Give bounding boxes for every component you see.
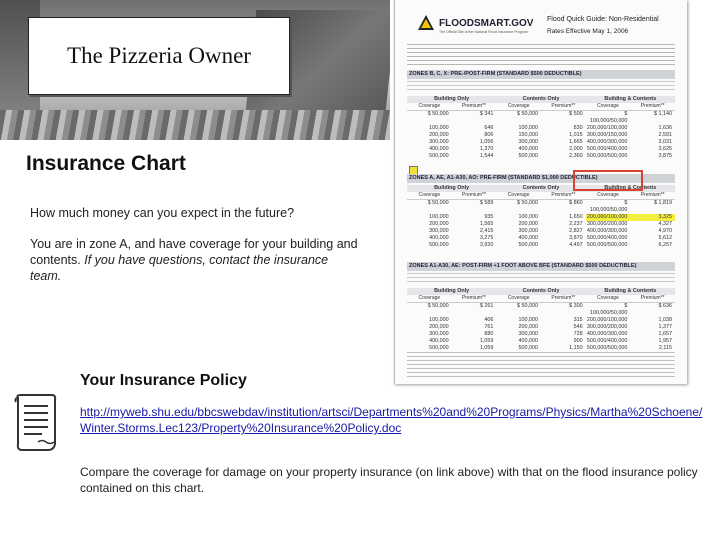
table-cell: $ 100,000/50,000: [589, 303, 628, 316]
table-cell: $ 50,000: [517, 111, 538, 117]
table-cell: 500,000: [518, 345, 538, 351]
table-cell: 3,275: [479, 235, 494, 241]
table-cell: 406: [484, 317, 494, 323]
table-column-header: Premium**: [630, 192, 675, 200]
policy-document-link[interactable]: http://myweb.shu.edu/bbcswebdav/institution/artsci/Departments%20and%20Programs/Physics/Martha%20Schoene/Winter.Storms.Lec123/Property%20Insurance%20Policy.doc: [80, 405, 703, 435]
table-cell: 3,325: [630, 214, 675, 221]
table-column-header: Premium**: [541, 192, 586, 200]
table-column-header: Premium**: [630, 103, 675, 111]
table-group-header: Building & Contents: [586, 288, 675, 295]
document-icon: [12, 392, 64, 454]
table-column-header: Coverage: [496, 295, 541, 303]
table-cell: 300,000: [518, 228, 538, 234]
table-cell: 1,038: [658, 317, 672, 323]
table-cell: 500,000/400,000: [586, 146, 628, 152]
table-cell: 300,000/200,000: [586, 324, 628, 330]
table-cell: 3,920: [479, 242, 494, 248]
photo-debris: [0, 110, 390, 140]
table-cell: 4,970: [658, 228, 672, 234]
table-column-header: Coverage: [496, 103, 541, 111]
title-box: [28, 17, 290, 95]
table-column-header: Coverage: [407, 192, 452, 200]
table-cell: 300,000: [429, 139, 449, 145]
table-group-header: Building Only: [407, 288, 496, 295]
table-cell: 100,000: [518, 214, 538, 220]
zone-bar-1: ZONES B, C, X: PRE-/POST-FIRM (STANDARD $500 DEDUCTIBLE): [407, 70, 675, 79]
table-cell: 1,636: [658, 125, 672, 131]
table-cell: 400,000: [518, 235, 538, 241]
table-cell: $ 100,000/50,000: [589, 200, 628, 213]
chart-heading: Insurance Chart: [26, 152, 186, 175]
table-cell: 2,591: [658, 132, 672, 138]
zone-bar-2: ZONES A, AE, A1-A30, AO: PRE-FIRM (STANDARD $1,000 DEDUCTIBLE): [407, 174, 675, 183]
table-cell: 1,059: [479, 338, 494, 344]
table-cell: 400,000/300,000: [586, 331, 628, 337]
table-column-header: Premium**: [452, 295, 497, 303]
table-cell: $ 341: [479, 111, 494, 117]
table-column-header: Coverage: [586, 192, 631, 200]
table-cell: $ 261: [479, 303, 494, 309]
table-cell: 646: [484, 125, 494, 131]
table-cell: 2,415: [479, 228, 494, 234]
table-cell: 100,000: [518, 125, 538, 131]
table-group-header: Building Only: [407, 185, 496, 192]
table-cell: 2,115: [658, 345, 672, 351]
table-column-header: Coverage: [586, 103, 631, 111]
table-cell: 150,000: [518, 132, 538, 138]
qg-rates-date: Rates Effective May 1, 2006: [547, 28, 629, 35]
table-cell: 880: [484, 331, 494, 337]
table-column-header: Premium**: [541, 295, 586, 303]
table-cell: $ 589: [479, 200, 494, 206]
table-cell: 200,000: [429, 221, 449, 227]
table-group-header: Building Only: [407, 96, 496, 103]
table-cell: $ 50,000: [427, 200, 449, 206]
table-cell: 1,957: [658, 338, 672, 344]
table-cell: 200,000/100,000: [586, 214, 631, 221]
table-cell: 2,827: [569, 228, 583, 234]
table-cell: 500,000: [518, 242, 538, 248]
table-cell: 4,497: [569, 242, 583, 248]
table-cell: 500,000: [429, 153, 449, 159]
table-cell: 300,000: [429, 228, 449, 234]
table-cell: 1,665: [569, 139, 583, 145]
table-cell: 300,000/200,000: [586, 221, 628, 227]
table-cell: 100,000: [429, 125, 449, 131]
table-cell: $ 636: [658, 303, 672, 309]
table-group-header: Building & Contents: [586, 96, 675, 103]
table-cell: 200,000: [518, 221, 538, 227]
table-cell: 1,370: [479, 146, 494, 152]
qg-intro-text: [407, 44, 675, 66]
question-text: How much money can you expect in the future?: [30, 206, 295, 220]
highlight-box: [573, 170, 643, 191]
table-cell: 2,360: [569, 153, 583, 159]
table-column-header: Premium**: [452, 103, 497, 111]
table-cell: $ 860: [569, 200, 583, 206]
table-cell: 1,377: [658, 324, 672, 330]
table-cell: 4,327: [658, 221, 672, 227]
compare-instruction: Compare the coverage for damage on your property insurance (on link above) with that on the flood insurance policy contained on this chart.: [80, 465, 698, 495]
rate-table-3: [407, 288, 675, 352]
table-cell: 830: [573, 125, 583, 131]
policy-heading: Your Insurance Policy: [80, 372, 247, 389]
table-cell: 806: [484, 132, 494, 138]
zone-bar-3: ZONES A1-A30, AE: POST-FIRM +1 FOOT ABOVE BFE (STANDARD $500 DEDUCTIBLE): [407, 262, 675, 271]
table-cell: 400,000: [429, 338, 449, 344]
table-column-header: Coverage: [407, 103, 452, 111]
table-cell: $ 1,140: [654, 111, 672, 117]
table-cell: 728: [573, 331, 583, 337]
table-cell: 1,650: [569, 214, 583, 220]
table-cell: $ 50,000: [517, 303, 538, 309]
table-cell: 400,000: [518, 338, 538, 344]
table-column-header: Coverage: [407, 295, 452, 303]
table-cell: 546: [573, 324, 583, 330]
table-cell: 200,000/100,000: [586, 317, 628, 323]
table-column-header: Premium**: [541, 103, 586, 111]
table-cell: 500,000/500,000: [586, 345, 628, 351]
table-cell: $ 1,819: [654, 200, 672, 206]
qg-brand: FLOODSMART.GOV: [439, 18, 534, 29]
zone-text-italic: If you have questions, contact the insurance team.: [30, 253, 329, 283]
table-cell: 300,000: [518, 139, 538, 145]
table-cell: 5,612: [658, 235, 672, 241]
table-cell: 500,000/500,000: [586, 242, 628, 248]
table-cell: 6,257: [658, 242, 672, 248]
table-cell: 1,059: [479, 345, 494, 351]
table-cell: 300,000/150,000: [586, 132, 628, 138]
table-cell: 500,000/400,000: [586, 235, 628, 241]
table-cell: 3,625: [658, 146, 672, 152]
flood-quick-guide-image: [394, 0, 687, 384]
qg-guide-title: Flood Quick Guide: Non-Residential: [547, 16, 659, 23]
table-cell: 500,000: [429, 345, 449, 351]
table-cell: 1,056: [479, 139, 494, 145]
table-cell: 200,000: [429, 324, 449, 330]
table-cell: 315: [573, 317, 583, 323]
table-cell: 1,565: [479, 221, 494, 227]
table-cell: $ 500: [569, 111, 583, 117]
table-cell: 1,150: [569, 345, 583, 351]
table-cell: 3,031: [658, 139, 672, 145]
table-cell: $ 50,000: [517, 200, 538, 206]
table-cell: 900: [573, 338, 583, 344]
table-cell: $ 50,000: [427, 303, 449, 309]
table-cell: 935: [484, 214, 494, 220]
table-cell: 761: [484, 324, 494, 330]
table-cell: 3,875: [658, 153, 672, 159]
table-group-header: Contents Only: [496, 185, 585, 192]
table-cell: 2,000: [569, 146, 583, 152]
slide-title: The Pizzeria Owner: [67, 43, 251, 68]
floodsmart-logo-icon: [417, 14, 435, 32]
table-group-header: Building & Contents: [586, 185, 675, 192]
table-cell: 400,000: [429, 235, 449, 241]
table-column-header: Coverage: [496, 192, 541, 200]
table-group-header: Contents Only: [496, 288, 585, 295]
table-cell: 500,000/500,000: [586, 153, 628, 159]
table-column-header: Premium**: [630, 295, 675, 303]
flood-damage-photo: [0, 0, 390, 140]
table-cell: $ 300: [569, 303, 583, 309]
table-cell: 400,000: [518, 146, 538, 152]
table-cell: 400,000/300,000: [586, 228, 628, 234]
zone-info-text: [30, 236, 360, 284]
zone-note-3: [407, 273, 675, 285]
table-cell: $ 50,000: [427, 111, 449, 117]
rate-table-1: [407, 96, 675, 160]
table-cell: 1,015: [569, 132, 583, 138]
table-cell: 400,000: [429, 146, 449, 152]
table-cell: 1,544: [479, 153, 494, 159]
table-cell: 200,000/100,000: [586, 125, 628, 131]
table-cell: 300,000: [429, 331, 449, 337]
table-column-header: Coverage: [586, 295, 631, 303]
table-cell: 100,000: [429, 214, 449, 220]
table-cell: 200,000: [518, 324, 538, 330]
qg-footnotes: [407, 352, 675, 378]
table-cell: 500,000: [518, 153, 538, 159]
table-cell: 3,870: [569, 235, 583, 241]
zone-note-1: [407, 81, 675, 93]
qg-tagline: The Official Site of the National Flood Insurance Program: [439, 30, 528, 34]
table-group-header: Contents Only: [496, 96, 585, 103]
table-cell: 300,000: [518, 331, 538, 337]
table-column-header: Premium**: [452, 192, 497, 200]
table-cell: $ 100,000/50,000: [589, 111, 628, 124]
zone-text-plain: You are in zone A, and have coverage for your building and contents.: [30, 237, 358, 267]
table-cell: 1,657: [658, 331, 672, 337]
table-cell: 100,000: [429, 317, 449, 323]
rate-table-2: [407, 185, 675, 249]
table-cell: 400,000/300,000: [586, 139, 628, 145]
table-cell: 500,000: [429, 242, 449, 248]
table-cell: 500,000/400,000: [586, 338, 628, 344]
table-cell: 2,237: [569, 221, 583, 227]
table-cell: 100,000: [518, 317, 538, 323]
table-cell: 200,000: [429, 132, 449, 138]
